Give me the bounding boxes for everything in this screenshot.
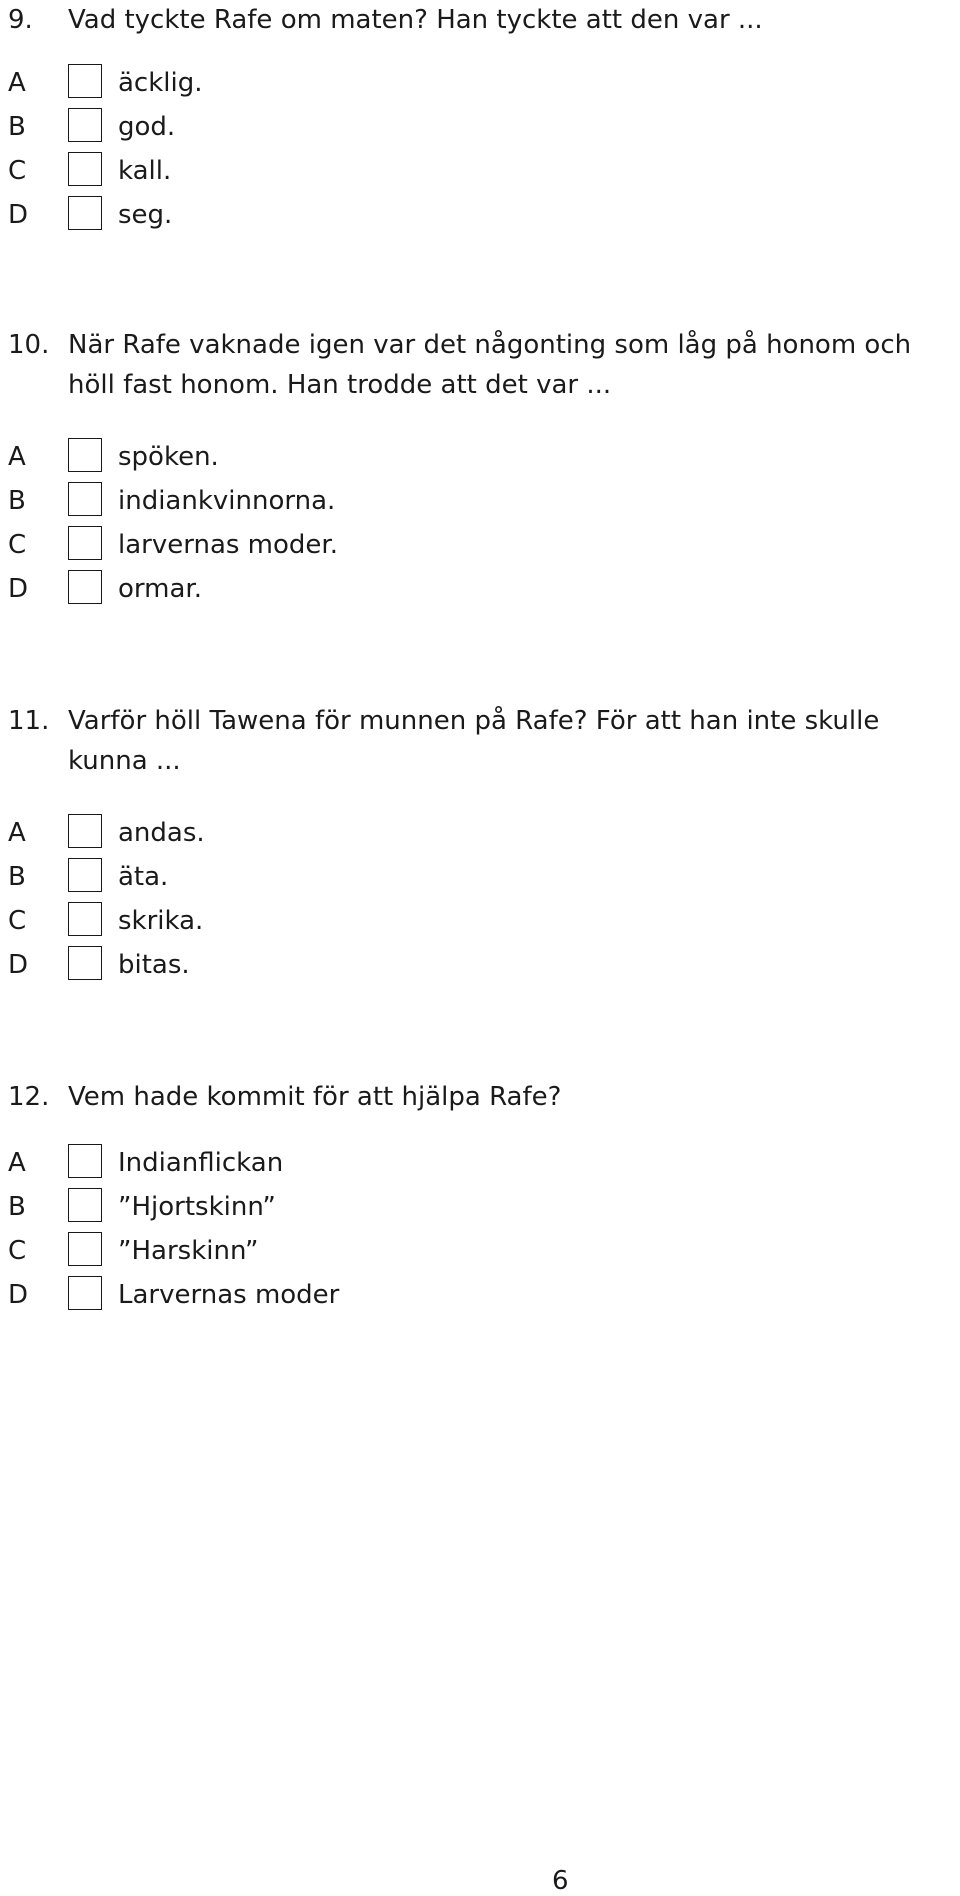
option-9-a[interactable]: [0, 62, 960, 106]
option-letter: C: [8, 156, 27, 186]
question-12: [0, 1077, 960, 1117]
option-10-c[interactable]: [0, 524, 960, 568]
option-9-c[interactable]: [0, 150, 960, 194]
option-letter: B: [8, 486, 26, 516]
answer-checkbox[interactable]: [68, 946, 102, 980]
option-text: seg.: [118, 200, 173, 230]
option-text: indiankvinnorna.: [118, 486, 336, 516]
question-text: När Rafe vaknade igen var det någonting som låg på honom och höll fast honom. Han trodde att det var ...: [68, 330, 912, 400]
question-10: [0, 325, 960, 405]
option-11-b[interactable]: [0, 856, 960, 900]
option-letter: C: [8, 530, 27, 560]
answer-checkbox[interactable]: [68, 1188, 102, 1222]
options-10: [0, 436, 960, 612]
question-header: [0, 325, 960, 405]
option-text: ”Harskinn”: [118, 1236, 259, 1266]
answer-checkbox[interactable]: [68, 108, 102, 142]
option-letter: D: [8, 1280, 29, 1310]
answer-checkbox[interactable]: [68, 1144, 102, 1178]
answer-checkbox[interactable]: [68, 814, 102, 848]
option-letter: C: [8, 1236, 27, 1266]
option-letter: C: [8, 906, 27, 936]
option-12-a[interactable]: [0, 1142, 960, 1186]
option-10-b[interactable]: [0, 480, 960, 524]
option-text: bitas.: [118, 950, 190, 980]
answer-checkbox[interactable]: [68, 196, 102, 230]
question-header: [0, 0, 960, 40]
option-12-d[interactable]: [0, 1274, 960, 1318]
option-letter: B: [8, 862, 26, 892]
option-letter: D: [8, 574, 29, 604]
option-12-c[interactable]: [0, 1230, 960, 1274]
option-text: skrika.: [118, 906, 204, 936]
page-number: 6: [552, 1866, 569, 1896]
question-number: 12.: [8, 1082, 50, 1112]
question-text: Varför höll Tawena för munnen på Rafe? För att han inte skulle kunna ...: [68, 706, 880, 776]
option-text: spöken.: [118, 442, 219, 472]
answer-checkbox[interactable]: [68, 1232, 102, 1266]
option-text: kall.: [118, 156, 172, 186]
question-number: 11.: [8, 706, 50, 736]
option-11-c[interactable]: [0, 900, 960, 944]
option-letter: A: [8, 1148, 26, 1178]
option-9-d[interactable]: [0, 194, 960, 238]
option-letter: A: [8, 68, 26, 98]
question-header: [0, 701, 960, 781]
answer-checkbox[interactable]: [68, 902, 102, 936]
option-text: larvernas moder.: [118, 530, 338, 560]
answer-checkbox[interactable]: [68, 858, 102, 892]
options-11: [0, 812, 960, 988]
options-9: [0, 62, 960, 238]
option-10-d[interactable]: [0, 568, 960, 612]
answer-checkbox[interactable]: [68, 526, 102, 560]
option-text: Larvernas moder: [118, 1280, 340, 1310]
option-letter: B: [8, 112, 26, 142]
answer-checkbox[interactable]: [68, 1276, 102, 1310]
question-9: [0, 0, 960, 40]
question-11: [0, 701, 960, 781]
question-text: Vad tyckte Rafe om maten? Han tyckte att den var ...: [68, 5, 763, 35]
options-12: [0, 1142, 960, 1318]
option-text: god.: [118, 112, 176, 142]
option-text: Indianflickan: [118, 1148, 284, 1178]
answer-checkbox[interactable]: [68, 64, 102, 98]
option-letter: B: [8, 1192, 26, 1222]
option-letter: A: [8, 442, 26, 472]
option-11-d[interactable]: [0, 944, 960, 988]
answer-checkbox[interactable]: [68, 438, 102, 472]
option-text: ”Hjortskinn”: [118, 1192, 276, 1222]
option-12-b[interactable]: [0, 1186, 960, 1230]
option-text: andas.: [118, 818, 205, 848]
option-letter: D: [8, 950, 29, 980]
option-9-b[interactable]: [0, 106, 960, 150]
question-number: 9.: [8, 5, 33, 35]
option-10-a[interactable]: [0, 436, 960, 480]
question-text: Vem hade kommit för att hjälpa Rafe?: [68, 1082, 562, 1112]
option-11-a[interactable]: [0, 812, 960, 856]
option-text: äta.: [118, 862, 169, 892]
option-letter: A: [8, 818, 26, 848]
question-number: 10.: [8, 330, 50, 360]
question-header: [0, 1077, 960, 1117]
answer-checkbox[interactable]: [68, 570, 102, 604]
option-text: äcklig.: [118, 68, 203, 98]
option-text: ormar.: [118, 574, 202, 604]
answer-checkbox[interactable]: [68, 482, 102, 516]
answer-checkbox[interactable]: [68, 152, 102, 186]
option-letter: D: [8, 200, 29, 230]
